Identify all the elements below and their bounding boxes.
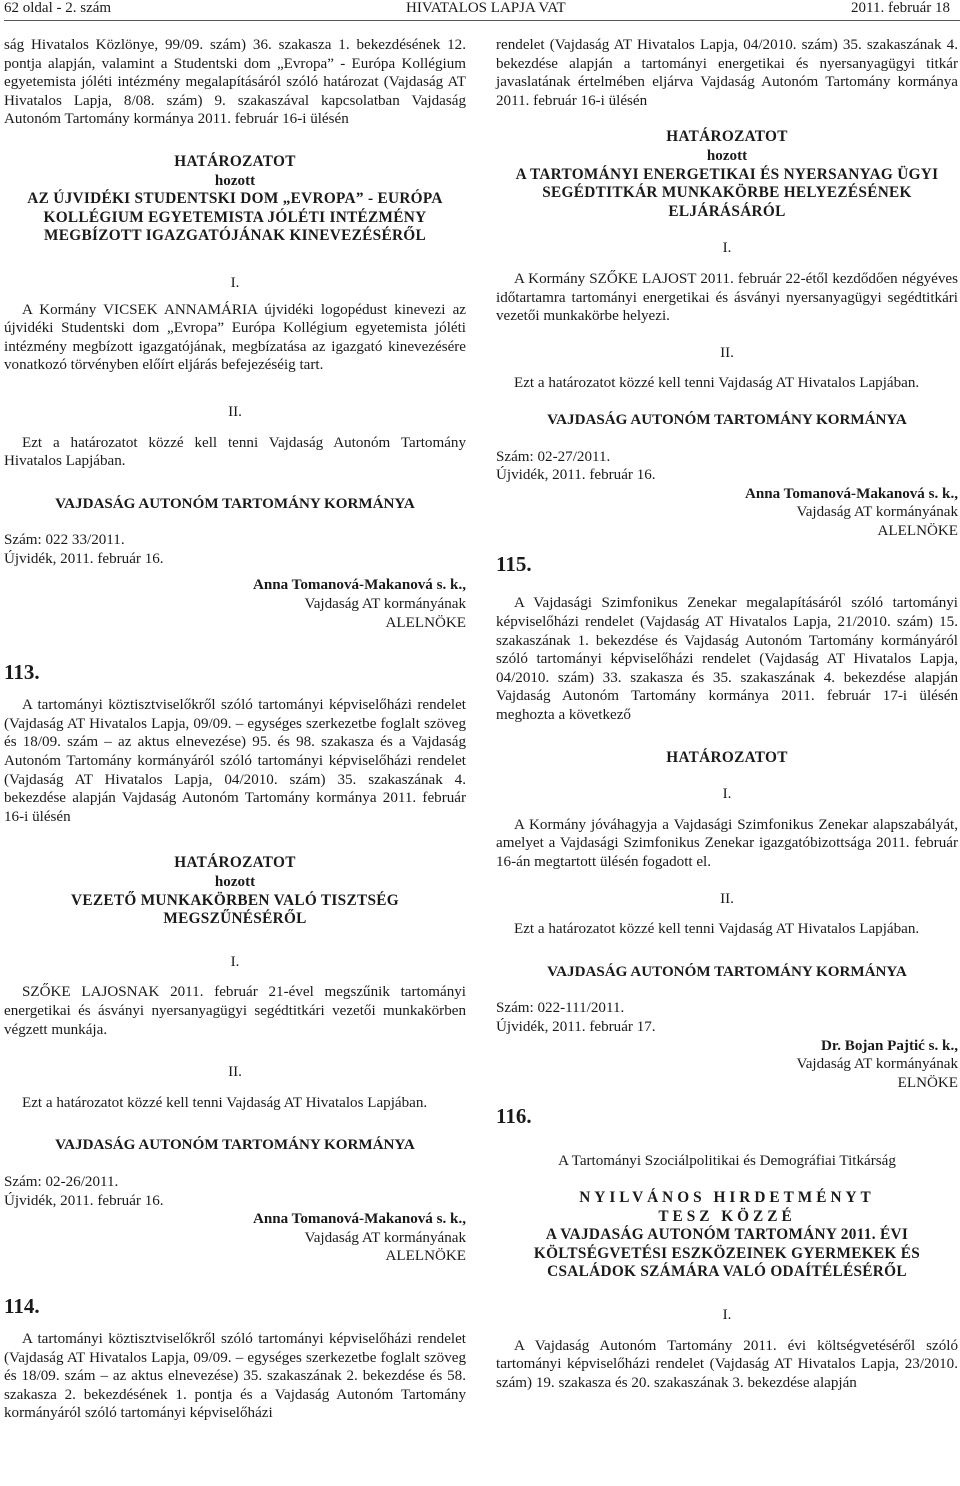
document-number: Szám: 02-26/2011. (4, 1173, 119, 1190)
signatory-title: ALELNÖKE (385, 614, 466, 631)
place-date: Újvidék, 2011. február 16. (4, 550, 164, 567)
section-number: II. (228, 1064, 242, 1081)
signatory-name: Anna Tomanová-Makanová s. k., (252, 577, 466, 594)
signatory-title: ALELNÖKE (877, 522, 958, 539)
document-number: Szám: 02-27/2011. (496, 448, 611, 465)
intro-paragraph: ság Hivatalos Közlönye, 99/09. szám) 36. szakasza 1. bekezdésének 12. pontja alapján, valamint a Studentski dom „Evropa” - Európa Kollégium egyetemista jóléti intézmény megalapításáról szóló határozat (Vajdaság AT Hivatalos Lapja, 8/08. szám) 9. szakaszával kapcsolatban Vajdaság Autonóm Tartomány kormánya 2011. február 16-i ülésén (4, 37, 466, 128)
government-signature-heading: VAJDASÁG AUTONÓM TARTOMÁNY KORMÁNYA (55, 1137, 415, 1154)
government-signature-heading: VAJDASÁG AUTONÓM TARTOMÁNY KORMÁNYA (55, 495, 415, 512)
issuing-authority: A Tartományi Szociálpolitikai és Demográfiai Titkárság (558, 1153, 896, 1170)
intro-paragraph: A Vajdasági Szimfonikus Zenekar megalapításáról szóló tartományi képviselőházi rendelet (Vajdaság AT Hivatalos Lapja, 21/2010. szám) 15. szakaszának 1. bekezdése és Vajdaság Autonóm Tartomány kormányáról szóló tartományi képviselőházi rendelet (Vajdaság AT Hivatalos Lapja, 04/2010. szám) 33. szakasza és 35. szakaszának 4. bekezdése alapján Vajdaság Autonóm Tartomány kormánya 2011. február 17-i ülésén meghozta a következő (496, 595, 958, 724)
decision-title: HATÁROZATOT (666, 748, 788, 766)
place-date: Újvidék, 2011. február 16. (4, 1192, 164, 1209)
section-number: I. (230, 274, 240, 291)
document-number: Szám: 022 33/2011. (4, 532, 125, 549)
signatory-role: Vajdaság AT kormányának (304, 596, 466, 613)
signatory-title: ALELNÖKE (385, 1248, 466, 1265)
page-number: 62 oldal - 2. szám (4, 0, 112, 16)
section-number: I. (230, 953, 240, 970)
page-header (0, 0, 960, 26)
decision-paragraph: Ezt a határozatot közzé kell tenni Vajdaság Autonóm Tartomány Hivatalos Lapjában. (4, 434, 466, 470)
decision-paragraph: Ezt a határozatot közzé kell tenni Vajdaság AT Hivatalos Lapjában. (514, 921, 920, 938)
decision-paragraph: A Kormány VICSEK ANNAMÁRIA újvidéki logopédust kinevezi az újvidéki Studentski dom „Evropa” Európa Kollégium egyetemista jóléti intézmény megbízott igazgatójának, megbízatása az igazgató kinevezésére vonatkozó törvényben előírt eljárás befejezéséig tart. (4, 301, 466, 374)
place-date: Újvidék, 2011. február 16. (496, 467, 656, 484)
issue-date: 2011. február 18 (851, 0, 950, 16)
decision-subject: A TARTOMÁNYI ENERGETIKAI ÉS NYERSANYAG ÜGYI SEGÉDTITKÁR MUNKAKÖRBE HELYEZÉSÉNEK ELJÁRÁSÁRÓL (515, 165, 939, 220)
section-number: I. (722, 1306, 732, 1323)
journal-title: HIVATALOS LAPJA VAT (406, 0, 566, 16)
intro-paragraph: rendelet (Vajdaság AT Hivatalos Lapja, 04/2010. szám) 35. szakaszának 4. bekezdése alapján a tartományi energetikai és nyersanyagügyi titkár javaslatának értelmében eljárva Vajdaság Autonóm Tartomány kormánya 2011. február 16-i ülésén (496, 37, 958, 109)
signatory-role: Vajdaság AT kormányának (304, 1229, 466, 1246)
signatory-name: Anna Tomanová-Makanová s. k., (252, 1211, 466, 1228)
left-column (4, 36, 466, 1423)
government-signature-heading: VAJDASÁG AUTONÓM TARTOMÁNY KORMÁNYA (547, 963, 907, 980)
section-number: II. (720, 890, 734, 907)
notice-paragraph: A Vajdaság Autonóm Tartomány 2011. évi költségvetéséről szóló tartományi képviselőházi rendelet (Vajdaság AT Hivatalos Lapja, 23/2010. szám) 19. szakasza és 20. szakaszának 3. bekezdése alapján (496, 1337, 958, 1391)
decision-title: HATÁROZATOT (174, 854, 296, 872)
item-number: 116. (496, 1104, 532, 1129)
signatory-role: Vajdaság AT kormányának (796, 1056, 958, 1073)
header-rule (4, 20, 960, 21)
signatory-title: ELNÖKE (897, 1074, 958, 1091)
decision-subject: AZ ÚJVIDÉKI STUDENTSKI DOM „EVROPA” - EURÓPA KOLLÉGIUM EGYETEMISTA JÓLÉTI INTÉZMÉNY MEGBÍZOTT IGAZGATÓJÁNAK KINEVEZÉSÉRŐL (27, 190, 443, 245)
item-number: 115. (496, 552, 532, 577)
notice-title: NYILVÁNOS HIRDETMÉNYT (579, 1188, 875, 1206)
signatory-role: Vajdaság AT kormányának (796, 504, 958, 521)
section-number: II. (720, 344, 734, 361)
decision-paragraph: Ezt a határozatot közzé kell tenni Vajdaság AT Hivatalos Lapjában. (22, 1094, 428, 1111)
signatory-name: Dr. Bojan Pajtić s. k., (821, 1037, 958, 1054)
right-column (496, 36, 958, 1392)
item-number: 114. (4, 1293, 40, 1318)
decision-paragraph: A Kormány jóváhagyja a Vajdasági Szimfonikus Zenekar alapszabályát, amelyet a Vajdasági Szimfonikus Zenekar igazgatóbizottsága 2011. február 16-án megtartott ülésén fogadott el. (496, 816, 958, 870)
place-date: Újvidék, 2011. február 17. (496, 1018, 656, 1035)
decision-title: HATÁROZATOT (666, 128, 788, 146)
decision-subject: VEZETŐ MUNKAKÖRBEN VALÓ TISZTSÉG MEGSZŰNÉSÉRŐL (71, 891, 399, 928)
notice-title-line2: TESZ KÖZZÉ (658, 1207, 796, 1225)
intro-paragraph: A tartományi köztisztviselőkről szóló tartományi képviselőházi rendelet (Vajdaság AT Hivatalos Lapja, 09/09. – egységes szerkezetbe foglalt szöveg és 18/09. szám – az aktus elnevezése) 35. szakaszának 2. bekezdése és 58. szakasza 2. bekezdésének 1. pontja és a Vajdaság Autonóm Tartomány kormányáról szóló tartományi képviselőházi (4, 1330, 466, 1422)
decision-hozott: hozott (706, 147, 748, 164)
intro-paragraph: A tartományi köztisztviselőkről szóló tartományi képviselőházi rendelet (Vajdaság AT Hivatalos Lapja, 09/09. – egységes szerkezetbe foglalt szöveg és 18/09. szám – az aktus elnevezése) 95. és 98. szakasza és a Vajdaság Autonóm Tartomány kormányáról szóló tartományi képviselőházi rendelet (Vajdaság AT Hivatalos Lapja, 04/2010. szám) 35. szakaszának 4. bekezdése alapján Vajdaság Autonóm Tartomány kormánya 2011. február 16-i ülésén (4, 697, 466, 825)
section-number: II. (228, 403, 242, 420)
notice-subject: A VAJDASÁG AUTONÓM TARTOMÁNY 2011. ÉVI KÖLTSÉGVETÉSI ESZKÖZEINEK GYERMEKEK ÉS CSALÁDOK SZÁMÁRA VALÓ ODAÍTÉLÉSÉRŐL (533, 1226, 921, 1281)
decision-paragraph: Ezt a határozatot közzé kell tenni Vajdaság AT Hivatalos Lapjában. (514, 375, 920, 392)
decision-hozott: hozott (214, 874, 256, 890)
document-number: Szám: 022-111/2011. (496, 1000, 625, 1017)
item-number: 113. (4, 660, 40, 685)
decision-paragraph: A Kormány SZŐKE LAJOST 2011. február 22-étől kezdődően négyéves időtartamra tartományi energetikai és ásványi nyersanyagügyi segédtitkári vezetői munkakörbe helyezi. (496, 270, 958, 325)
section-number: I. (722, 240, 732, 257)
decision-title: HATÁROZATOT (174, 152, 296, 170)
signatory-name: Anna Tomanová-Makanová s. k., (744, 485, 958, 502)
section-number: I. (722, 786, 732, 803)
decision-paragraph: SZŐKE LAJOSNAK 2011. február 21-ével megszűnik tartományi energetikai és ásványi nyersanyagügyi segédtitkári vezetői munkakörben végzett munkája. (4, 984, 466, 1038)
government-signature-heading: VAJDASÁG AUTONÓM TARTOMÁNY KORMÁNYA (547, 411, 907, 428)
decision-hozott: hozott (214, 172, 256, 189)
